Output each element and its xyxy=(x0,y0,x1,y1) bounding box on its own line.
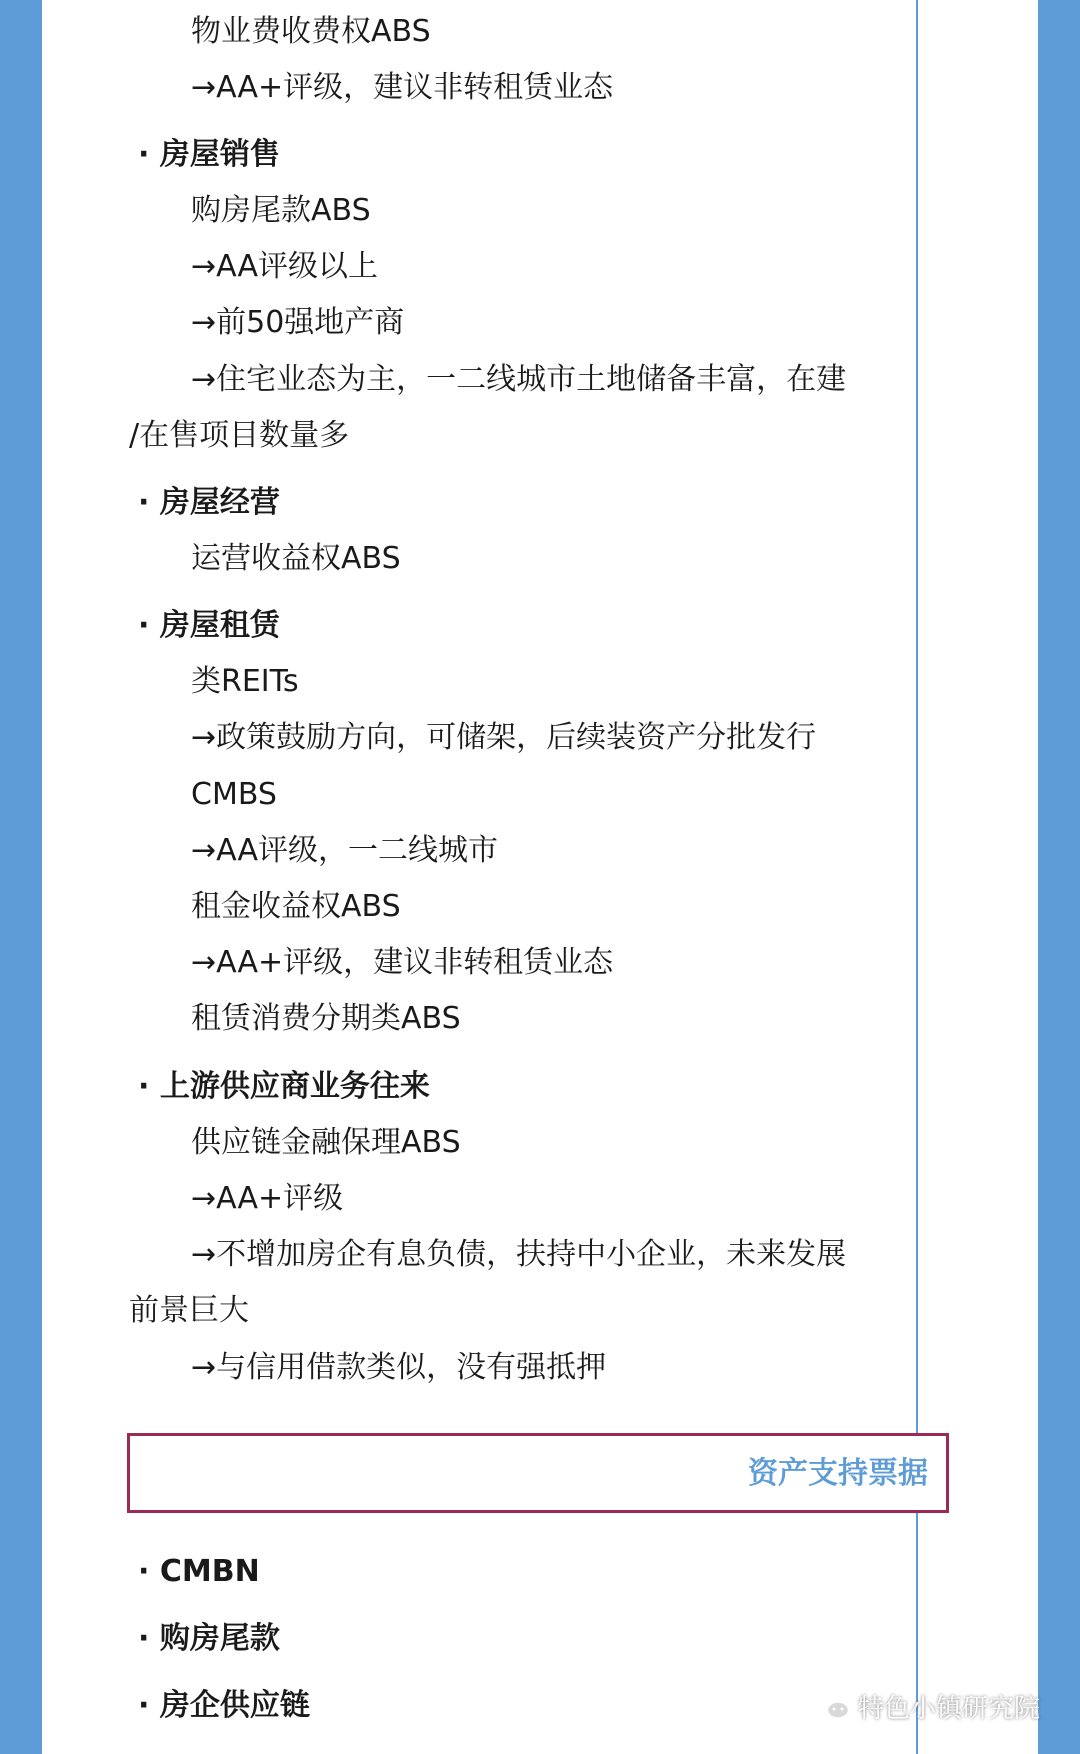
section-title: 资产支持票据 xyxy=(748,1456,928,1491)
text-line: 租赁消费分期类ABS xyxy=(191,1001,461,1036)
text-line-wrap: /在售项目数量多 xyxy=(129,418,350,453)
text-line: →AA+评级，建议非转租赁业态 xyxy=(191,70,614,105)
text-line: →政策鼓励方向，可储架，后续装资产分批发行 xyxy=(191,720,817,755)
text-line: →AA+评级，建议非转租赁业态 xyxy=(191,945,614,980)
text-line: →AA+评级 xyxy=(191,1181,344,1216)
text-line: →与信用借款类似，没有强抵押 xyxy=(191,1350,607,1385)
left-white-rule xyxy=(42,0,44,1754)
text-line: CMBS xyxy=(191,777,277,812)
bullet-heading: · 房企供应链 xyxy=(138,1688,310,1723)
section-header-box xyxy=(127,1433,949,1513)
text-line: 购房尾款ABS xyxy=(191,193,371,228)
wechat-icon xyxy=(812,1690,852,1722)
text-line: 运营收益权ABS xyxy=(191,541,401,576)
text-line: →不增加房企有息负债，扶持中小企业，未来发展 xyxy=(191,1237,847,1272)
text-line: →AA评级以上 xyxy=(191,249,379,284)
bullet-heading: · 房屋经营 xyxy=(138,485,280,520)
text-line: 供应链金融保理ABS xyxy=(191,1125,461,1160)
right-blue-band xyxy=(1038,0,1080,1754)
text-line: 物业费收费权ABS xyxy=(191,14,431,49)
text-line: →AA评级，一二线城市 xyxy=(191,833,499,868)
text-line: →住宅业态为主，一二线城市土地储备丰富，在建 xyxy=(191,362,847,397)
bullet-heading: · CMBN xyxy=(138,1554,260,1589)
text-line-wrap: 前景巨大 xyxy=(129,1293,249,1328)
left-blue-band xyxy=(0,0,42,1754)
bullet-heading: · 上游供应商业务往来 xyxy=(138,1069,430,1104)
watermark xyxy=(812,1686,1040,1726)
text-line: 租金收益权ABS xyxy=(191,889,401,924)
bullet-heading: · 房屋销售 xyxy=(138,137,280,172)
bullet-heading: · 购房尾款 xyxy=(138,1621,280,1656)
watermark-text: 特色小镇研究院 xyxy=(858,1693,1041,1724)
text-line: 类REITs xyxy=(191,664,299,699)
bullet-heading: · 房屋租赁 xyxy=(138,608,280,643)
text-line: →前50强地产商 xyxy=(191,305,405,340)
